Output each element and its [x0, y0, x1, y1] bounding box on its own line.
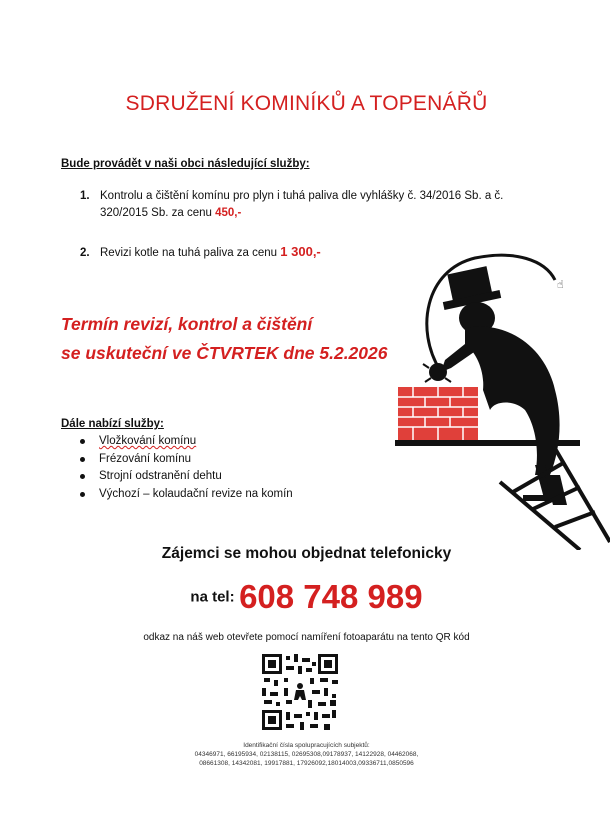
term-announcement — [61, 310, 387, 368]
roof-ledge-icon — [395, 440, 580, 446]
term-line-2: se uskuteční ve ČTVRTEK dne 5.2.2026 — [61, 343, 388, 363]
service-text-cont: 320/2015 Sb. za cenu — [100, 207, 216, 219]
partner-ids-heading: Identifikační čísla spolupracujících subjektů: — [243, 742, 370, 749]
bullet-icon — [80, 474, 85, 479]
phone-row — [0, 578, 613, 616]
qr-note: odkaz na náš web otevřete pomocí namíření fotoaparátu na tento QR kód — [143, 632, 470, 643]
brick-chimney-icon — [398, 387, 478, 440]
list-item: Vložkování komínu — [80, 433, 293, 451]
list-item: Frézování komínu — [80, 451, 293, 469]
order-prompt: Zájemci se mohou objednat telefonicky — [161, 545, 452, 562]
qr-code[interactable] — [262, 654, 338, 730]
service-text: Kontrolu a čištění komínu pro plyn i tuhá paliva dle vyhlášky č. 34/2016 Sb. a č. — [100, 190, 504, 202]
partner-ids-line-1: 04346971, 66195934, 02138115, 02695308,09178937, 14122928, 04462068, — [194, 751, 419, 758]
partner-ids-line-2: 08661308, 14342081, 19917881, 17926092,18014003,09336711,0850596 — [199, 760, 414, 767]
service-item-1 — [80, 188, 520, 222]
list-item: Strojní odstranění dehtu — [80, 468, 293, 486]
extra-services-list — [80, 433, 293, 503]
extra-services-heading: Dále nabízí služby: — [61, 418, 164, 430]
sweep-body-icon — [465, 327, 560, 475]
services-intro: Bude provádět v naši obci následující služby: — [61, 158, 310, 170]
bullet-icon — [80, 492, 85, 497]
service-text: Revizi kotle na tuhá paliva za cenu — [100, 247, 281, 259]
service-number: 2. — [80, 247, 90, 259]
service-price: 450,- — [215, 207, 242, 219]
service-number: 1. — [80, 190, 90, 202]
phone-label: na tel: — [190, 588, 235, 606]
partner-ids — [0, 741, 613, 768]
phone-number[interactable]: 608 748 989 — [239, 578, 423, 615]
bullet-icon — [80, 439, 85, 444]
service-price: 1 300,- — [280, 244, 321, 259]
list-item: Výchozí – kolaudační revize na komín — [80, 486, 293, 504]
bullet-icon — [80, 457, 85, 462]
flyer-title: SDRUŽENÍ KOMINÍKŮ A TOPENÁŘŮ — [125, 92, 488, 115]
hand-cursor-icon: ☝ — [557, 279, 564, 291]
term-line-1: Termín revizí, kontrol a čištění — [61, 314, 313, 334]
